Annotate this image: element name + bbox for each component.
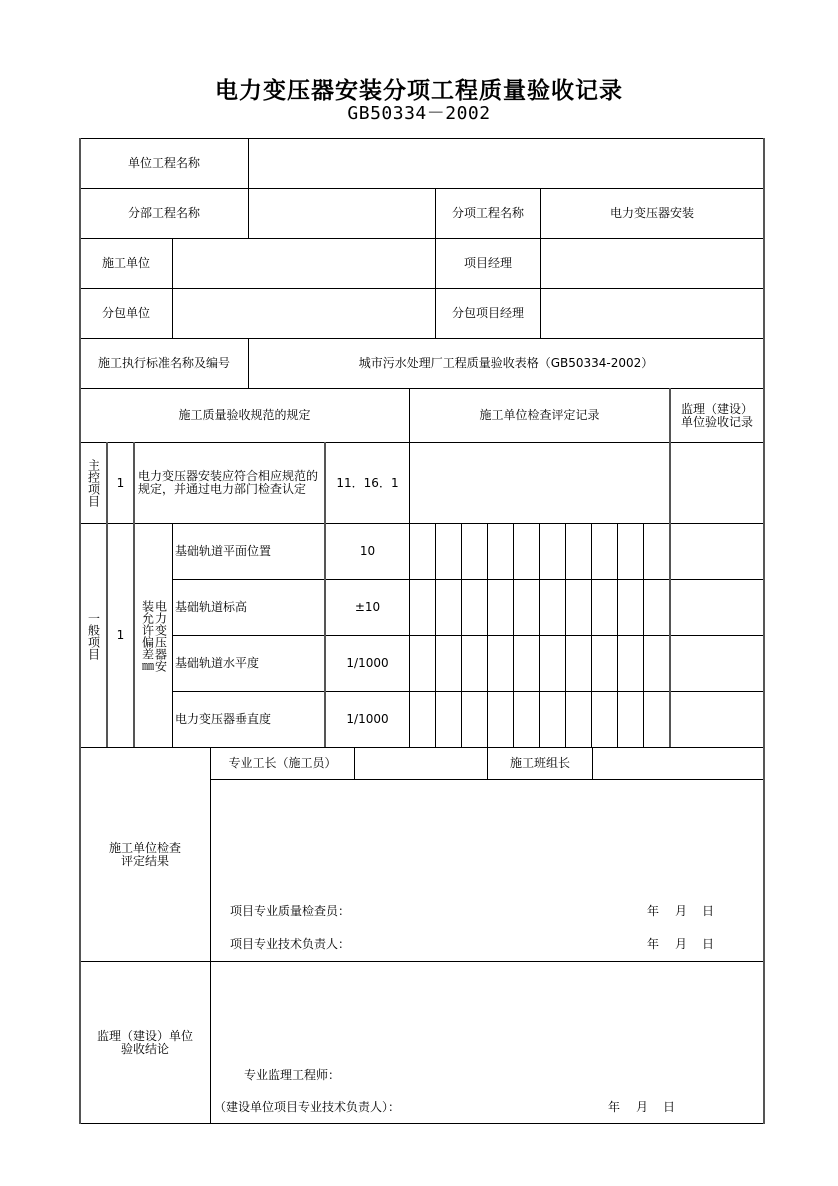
team-leader-field[interactable] — [593, 748, 763, 779]
main-control-clause: 11．16．1 — [336, 475, 399, 490]
subitem-field[interactable]: 电力变压器安装 — [609, 206, 694, 220]
date-month: 月 — [675, 937, 688, 951]
form-code: GB50334－2002 — [347, 103, 491, 124]
standard-field[interactable]: 城市污水处理厂工程质量验收表格（GB50334-2002） — [358, 356, 654, 370]
main-control-supervision[interactable] — [671, 443, 763, 523]
owner-tech-lead-label: （建设单位项目专业技术负责人）： — [214, 1100, 401, 1114]
supervising-engineer-label: 专业监理工程师： — [244, 1068, 341, 1082]
check-grid-line — [435, 523, 436, 747]
general-item-name: 电力变压器垂直度 — [175, 712, 272, 726]
supervision-header-line1: 监理（建设） — [680, 401, 753, 416]
division-field[interactable] — [249, 189, 435, 238]
supervision-result-label — [80, 962, 210, 1123]
project-manager-field[interactable] — [541, 239, 763, 288]
form-title: 电力变压器安装分项工程质量验收记录 — [215, 78, 623, 104]
check-grid-line — [617, 523, 618, 747]
standard-label: 施工执行标准名称及编号 — [97, 356, 230, 370]
general-item-value: ±10 — [354, 600, 381, 614]
project-manager-label: 项目经理 — [463, 256, 512, 270]
check-grid-line — [487, 523, 488, 747]
general-item-name: 基础轨道标高 — [175, 600, 248, 614]
supervision-result-label-line1: 监理（建设）单位 — [96, 1028, 193, 1043]
supervision-result-area[interactable] — [211, 962, 763, 1062]
date-year: 年 — [647, 904, 660, 918]
date-year: 年 — [608, 1100, 621, 1114]
check-grid-line — [643, 523, 644, 747]
general-item-value: 1/1000 — [346, 656, 389, 670]
subcontractor-field[interactable] — [173, 289, 435, 338]
contractor-label: 施工单位 — [101, 256, 150, 270]
general-item-value: 10 — [359, 544, 376, 558]
contractor-result-label-line2: 评定结果 — [120, 853, 169, 868]
check-grid-line — [539, 523, 540, 747]
unit-project-label: 单位工程名称 — [127, 156, 200, 170]
general-category-text: 一般项目 — [86, 611, 101, 660]
general-group — [135, 524, 172, 747]
foreman-label: 专业工长（施工员） — [228, 756, 337, 770]
general-item-name: 基础轨道平面位置 — [175, 544, 272, 558]
tech-lead-label: 项目专业技术负责人： — [230, 937, 351, 951]
contractor-result-label — [80, 748, 210, 961]
team-leader-label: 施工班组长 — [509, 756, 570, 770]
record-header: 施工单位检查评定记录 — [479, 408, 600, 422]
date-day: 日 — [663, 1100, 676, 1114]
main-control-category — [80, 443, 106, 523]
contractor-field[interactable] — [173, 239, 435, 288]
sub-pm-field[interactable] — [541, 289, 763, 338]
check-grid-line — [513, 523, 514, 747]
date-year: 年 — [647, 937, 660, 951]
general-item-value: 1/1000 — [346, 712, 389, 726]
contractor-result-area[interactable] — [211, 780, 763, 898]
qc-inspector-label: 项目专业质量检查员： — [230, 904, 351, 918]
check-grid-line — [591, 523, 592, 747]
supervision-header-line2: 单位验收记录 — [680, 414, 753, 429]
main-control-category-text: 主控项目 — [86, 459, 101, 507]
division-label: 分部工程名称 — [127, 206, 200, 220]
general-group-text: 电力变压器安装允许偏差㎜ — [140, 599, 168, 672]
subitem-label: 分项工程名称 — [451, 206, 524, 220]
main-control-text: 电力变压器安装应符合相应规范的规定，并通过电力部门检查认定 — [138, 469, 319, 496]
sub-pm-label: 分包项目经理 — [451, 306, 524, 320]
main-control-record[interactable] — [410, 443, 669, 523]
general-no: 1 — [116, 628, 125, 642]
date-day: 日 — [702, 937, 715, 951]
unit-project-field[interactable] — [249, 139, 763, 188]
general-category — [80, 524, 106, 747]
date-month: 月 — [636, 1100, 649, 1114]
table-border-bottom — [80, 1123, 765, 1124]
subcontractor-label: 分包单位 — [101, 306, 150, 320]
check-grid-line — [565, 523, 566, 747]
main-control-no: 1 — [116, 475, 125, 490]
spec-header: 施工质量验收规范的规定 — [178, 408, 311, 422]
date-month: 月 — [675, 904, 688, 918]
contractor-result-label-line1: 施工单位检查 — [108, 840, 181, 855]
foreman-field[interactable] — [355, 748, 487, 779]
general-item-name: 基础轨道水平度 — [175, 656, 260, 670]
date-day: 日 — [702, 904, 715, 918]
supervision-result-label-line2: 验收结论 — [120, 1041, 169, 1056]
table-border-right — [763, 138, 765, 1124]
supervision-header — [671, 389, 763, 442]
check-grid-line — [461, 523, 462, 747]
